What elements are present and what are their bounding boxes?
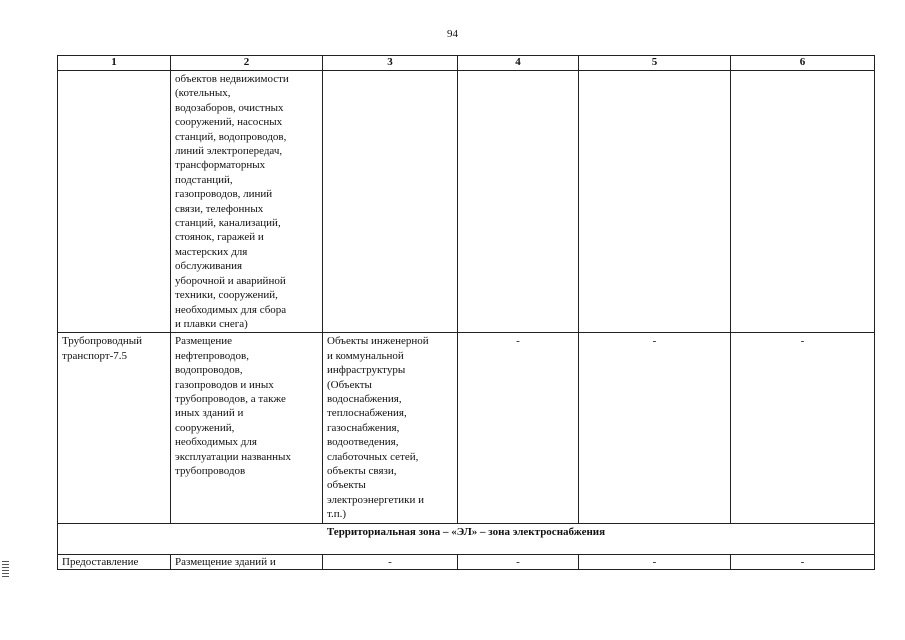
column-header-1: 1 — [58, 56, 171, 71]
scan-artifact-mark — [2, 561, 9, 577]
land-use-table — [57, 55, 875, 570]
cell-continued-col5 — [579, 71, 731, 333]
table-row-pipeline-transport — [58, 333, 875, 523]
cell-pipeline-col2: Размещение нефтепроводов, водопроводов, газопроводов и иных трубопроводов, а также иных зданий и сооружений, необходимых для эксплуатации названных трубопроводов — [171, 333, 323, 523]
cell-pipeline-col4: - — [458, 333, 579, 523]
cell-pipeline-col3: Объекты инженерной и коммунальной инфраструктуры (Объекты водоснабжения, теплоснабжения, газоснабжения, водоотведения, слаботочных сетей, объекты связи, объекты электроэнергетики и т.п.) — [323, 333, 458, 523]
cell-continued-col4 — [458, 71, 579, 333]
cell-provision-col5: - — [579, 554, 731, 569]
cell-continued-col1 — [58, 71, 171, 333]
cell-provision-col3: - — [323, 554, 458, 569]
cell-provision-col4: - — [458, 554, 579, 569]
table-row-zone-heading — [58, 523, 875, 554]
cell-continued-col2: объектов недвижимости (котельных, водозаборов, очистных сооружений, насосных станций, водопроводов, линий электропередач, трансформаторных подстанций, газопроводов, линий связи, телефонных станций, канализаций, стоянок, гаражей и мастерских для обслуживания уборочной и аварийной техники, сооружений, необходимых для сбора и плавки снега) — [171, 71, 323, 333]
zone-heading: Территориальная зона – «ЭЛ» – зона электроснабжения — [58, 523, 875, 554]
cell-continued-col6 — [731, 71, 875, 333]
cell-provision-col6: - — [731, 554, 875, 569]
cell-pipeline-col5: - — [579, 333, 731, 523]
cell-provision-col2: Размещение зданий и — [171, 554, 323, 569]
column-header-2: 2 — [171, 56, 323, 71]
page-number: 94 — [447, 28, 458, 40]
cell-pipeline-col6: - — [731, 333, 875, 523]
column-header-5: 5 — [579, 56, 731, 71]
cell-continued-col3 — [323, 71, 458, 333]
cell-pipeline-col1: Трубопроводный транспорт-7.5 — [58, 333, 171, 523]
table-row-continued — [58, 71, 875, 333]
cell-provision-col1: Предоставление — [58, 554, 171, 569]
table-header-row — [58, 56, 875, 71]
column-header-3: 3 — [323, 56, 458, 71]
column-header-4: 4 — [458, 56, 579, 71]
column-header-6: 6 — [731, 56, 875, 71]
table-row-provision — [58, 554, 875, 569]
